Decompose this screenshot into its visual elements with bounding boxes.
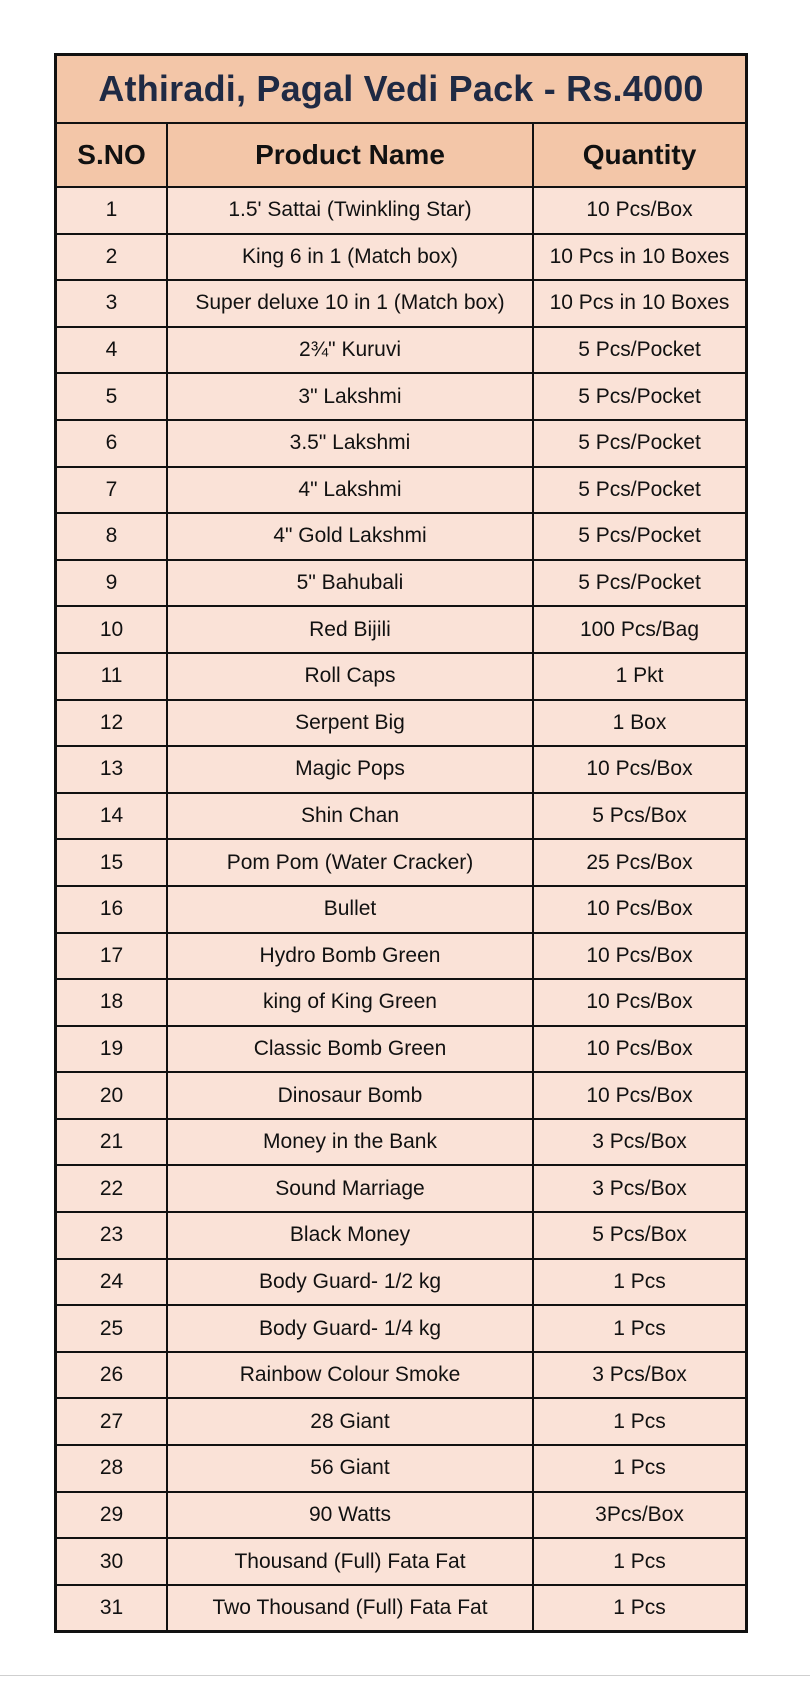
page-bottom-divider: [0, 1675, 810, 1676]
cell-quantity: 3 Pcs/Box: [533, 1119, 745, 1166]
table-row: [57, 420, 745, 467]
table-row: [57, 1165, 745, 1212]
cell-product-name: Two Thousand (Full) Fata Fat: [167, 1585, 533, 1631]
cell-sno: 15: [57, 839, 167, 886]
cell-quantity: 10 Pcs/Box: [533, 1026, 745, 1073]
cell-quantity: 5 Pcs/Box: [533, 793, 745, 840]
cell-product-name: Body Guard- 1/4 kg: [167, 1305, 533, 1352]
table-row: [57, 1352, 745, 1399]
cell-quantity: 5 Pcs/Pocket: [533, 560, 745, 607]
cell-sno: 31: [57, 1585, 167, 1631]
table-row: [57, 234, 745, 281]
table-row: [57, 513, 745, 560]
cell-product-name: 90 Watts: [167, 1492, 533, 1539]
table-row: [57, 187, 745, 234]
cell-product-name: king of King Green: [167, 979, 533, 1026]
cell-sno: 21: [57, 1119, 167, 1166]
cell-quantity: 3 Pcs/Box: [533, 1165, 745, 1212]
cell-product-name: Thousand (Full) Fata Fat: [167, 1538, 533, 1585]
table-row: [57, 1398, 745, 1445]
cell-sno: 1: [57, 187, 167, 234]
cell-product-name: 4" Gold Lakshmi: [167, 513, 533, 560]
table-row: [57, 560, 745, 607]
cell-sno: 14: [57, 793, 167, 840]
cell-product-name: Red Bijili: [167, 606, 533, 653]
table-row: [57, 700, 745, 747]
cell-quantity: 5 Pcs/Box: [533, 1212, 745, 1259]
cell-product-name: Sound Marriage: [167, 1165, 533, 1212]
cell-sno: 23: [57, 1212, 167, 1259]
cell-product-name: Shin Chan: [167, 793, 533, 840]
table-row: [57, 1305, 745, 1352]
cell-sno: 5: [57, 373, 167, 420]
pack-title: Athiradi, Pagal Vedi Pack - Rs.4000: [57, 56, 745, 124]
cell-product-name: Hydro Bomb Green: [167, 933, 533, 980]
cell-product-name: Serpent Big: [167, 700, 533, 747]
cell-product-name: 5" Bahubali: [167, 560, 533, 607]
table-row: [57, 1492, 745, 1539]
cell-quantity: 1 Pcs: [533, 1538, 745, 1585]
cell-product-name: Pom Pom (Water Cracker): [167, 839, 533, 886]
column-header-quantity: Quantity: [533, 124, 745, 187]
cell-quantity: 1 Box: [533, 700, 745, 747]
cell-sno: 10: [57, 606, 167, 653]
cell-quantity: 1 Pcs: [533, 1259, 745, 1306]
table-row: [57, 327, 745, 374]
column-header-product: Product Name: [167, 124, 533, 187]
cell-quantity: 10 Pcs in 10 Boxes: [533, 280, 745, 327]
cell-sno: 12: [57, 700, 167, 747]
cell-quantity: 3Pcs/Box: [533, 1492, 745, 1539]
table-row: [57, 933, 745, 980]
cell-sno: 26: [57, 1352, 167, 1399]
table-row: [57, 280, 745, 327]
cell-sno: 24: [57, 1259, 167, 1306]
cell-quantity: 5 Pcs/Pocket: [533, 373, 745, 420]
cell-product-name: Money in the Bank: [167, 1119, 533, 1166]
cell-quantity: 10 Pcs/Box: [533, 746, 745, 793]
cell-product-name: Roll Caps: [167, 653, 533, 700]
table-row: [57, 373, 745, 420]
price-list-sheet: [54, 53, 748, 1633]
cell-quantity: 1 Pcs: [533, 1585, 745, 1631]
cell-quantity: 1 Pcs: [533, 1445, 745, 1492]
cell-product-name: 3" Lakshmi: [167, 373, 533, 420]
cell-product-name: King 6 in 1 (Match box): [167, 234, 533, 281]
table-row: [57, 1538, 745, 1585]
table-row: [57, 1585, 745, 1631]
table-header-row: [57, 124, 745, 187]
table-row: [57, 1259, 745, 1306]
cell-quantity: 5 Pcs/Pocket: [533, 327, 745, 374]
cell-quantity: 10 Pcs in 10 Boxes: [533, 234, 745, 281]
cell-sno: 28: [57, 1445, 167, 1492]
product-table: [57, 124, 745, 1630]
table-row: [57, 979, 745, 1026]
table-row: [57, 1072, 745, 1119]
cell-quantity: 10 Pcs/Box: [533, 933, 745, 980]
table-row: [57, 467, 745, 514]
table-row: [57, 1026, 745, 1073]
cell-product-name: 56 Giant: [167, 1445, 533, 1492]
product-rows: [57, 187, 745, 1630]
cell-sno: 25: [57, 1305, 167, 1352]
table-row: [57, 793, 745, 840]
cell-sno: 27: [57, 1398, 167, 1445]
cell-sno: 6: [57, 420, 167, 467]
cell-quantity: 10 Pcs/Box: [533, 187, 745, 234]
cell-quantity: 10 Pcs/Box: [533, 886, 745, 933]
cell-quantity: 10 Pcs/Box: [533, 1072, 745, 1119]
table-row: [57, 839, 745, 886]
table-row: [57, 1119, 745, 1166]
cell-sno: 2: [57, 234, 167, 281]
cell-product-name: Dinosaur Bomb: [167, 1072, 533, 1119]
cell-quantity: 5 Pcs/Pocket: [533, 420, 745, 467]
cell-quantity: 1 Pcs: [533, 1398, 745, 1445]
cell-sno: 7: [57, 467, 167, 514]
cell-sno: 4: [57, 327, 167, 374]
cell-sno: 11: [57, 653, 167, 700]
cell-sno: 13: [57, 746, 167, 793]
cell-product-name: Black Money: [167, 1212, 533, 1259]
cell-product-name: 28 Giant: [167, 1398, 533, 1445]
table-row: [57, 1212, 745, 1259]
cell-sno: 30: [57, 1538, 167, 1585]
cell-product-name: Rainbow Colour Smoke: [167, 1352, 533, 1399]
table-row: [57, 606, 745, 653]
table-row: [57, 1445, 745, 1492]
cell-sno: 18: [57, 979, 167, 1026]
cell-sno: 19: [57, 1026, 167, 1073]
cell-sno: 22: [57, 1165, 167, 1212]
cell-product-name: 2¾" Kuruvi: [167, 327, 533, 374]
table-row: [57, 746, 745, 793]
cell-product-name: Body Guard- 1/2 kg: [167, 1259, 533, 1306]
cell-product-name: Magic Pops: [167, 746, 533, 793]
cell-quantity: 3 Pcs/Box: [533, 1352, 745, 1399]
cell-product-name: 4" Lakshmi: [167, 467, 533, 514]
cell-sno: 29: [57, 1492, 167, 1539]
cell-sno: 9: [57, 560, 167, 607]
cell-quantity: 25 Pcs/Box: [533, 839, 745, 886]
cell-product-name: Super deluxe 10 in 1 (Match box): [167, 280, 533, 327]
cell-quantity: 1 Pcs: [533, 1305, 745, 1352]
cell-sno: 16: [57, 886, 167, 933]
cell-quantity: 5 Pcs/Pocket: [533, 513, 745, 560]
cell-quantity: 1 Pkt: [533, 653, 745, 700]
cell-sno: 20: [57, 1072, 167, 1119]
cell-sno: 17: [57, 933, 167, 980]
cell-product-name: 1.5' Sattai (Twinkling Star): [167, 187, 533, 234]
cell-sno: 3: [57, 280, 167, 327]
cell-product-name: 3.5" Lakshmi: [167, 420, 533, 467]
cell-product-name: Bullet: [167, 886, 533, 933]
cell-product-name: Classic Bomb Green: [167, 1026, 533, 1073]
cell-quantity: 5 Pcs/Pocket: [533, 467, 745, 514]
table-row: [57, 886, 745, 933]
cell-sno: 8: [57, 513, 167, 560]
table-row: [57, 653, 745, 700]
column-header-sno: S.NO: [57, 124, 167, 187]
cell-quantity: 100 Pcs/Bag: [533, 606, 745, 653]
cell-quantity: 10 Pcs/Box: [533, 979, 745, 1026]
